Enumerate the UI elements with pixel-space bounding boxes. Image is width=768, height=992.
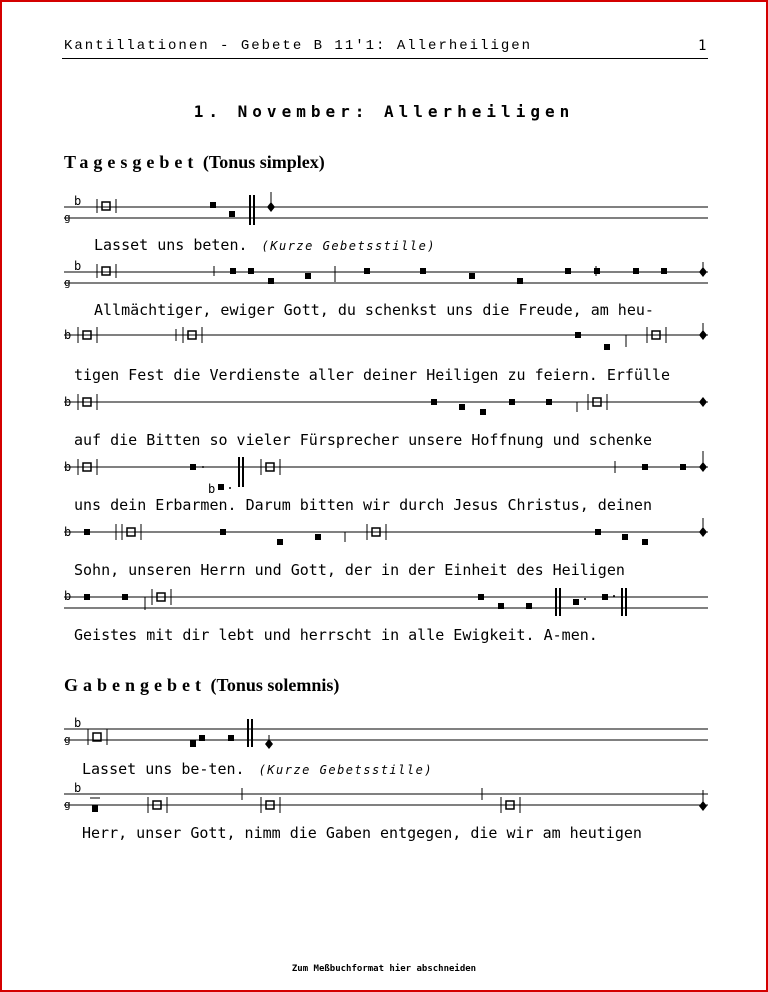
staff-t3 — [2, 317, 768, 357]
section-heading-tagesgebet — [64, 152, 325, 173]
flat-sign: b — [64, 395, 72, 409]
flat-sign: b — [74, 781, 82, 795]
section-heading-gabengebet — [64, 675, 339, 696]
section-heading-label: Tagesgebet — [64, 152, 199, 172]
staff-t5 — [2, 447, 768, 497]
lyric-line: Allmächtiger, ewiger Gott, du schenkst uns die Freude, am heu- — [94, 301, 654, 319]
lyric-line: uns dein Erbarmen. Darum bitten wir durch Jesus Christus, deinen — [74, 496, 652, 514]
staff-g2 — [2, 780, 768, 820]
lyric-line: Herr, unser Gott, nimm die Gaben entgegen, die wir am heutigen — [82, 824, 642, 842]
header-rule — [62, 58, 708, 59]
flat-sign: b — [64, 589, 72, 603]
lyric-text: Lasset uns beten. — [94, 236, 248, 254]
flat-sign: b — [64, 525, 72, 539]
staff-g1 — [2, 715, 768, 760]
lyric-line: tigen Fest die Verdienste aller deiner Heiligen zu feiern. Erfülle — [74, 366, 671, 384]
staff-t4 — [2, 382, 768, 422]
page-title: 1. November: Allerheiligen — [193, 102, 575, 121]
staff-t7 — [2, 580, 768, 620]
running-header: Kantillationen - Gebete B 11'1: Allerheiligen — [64, 38, 533, 54]
flat-sign: b — [74, 194, 82, 208]
flat-sign: b — [64, 460, 72, 474]
section-heading-mode: (Tonus simplex) — [202, 152, 325, 172]
clef-g: g — [64, 733, 71, 746]
clef-g: g — [64, 211, 71, 224]
flat-sign: b — [64, 328, 72, 342]
lyric-line — [82, 760, 433, 778]
lyric-line: auf die Bitten so vieler Fürsprecher unsere Hoffnung und schenke — [74, 431, 652, 449]
lyric-line: Sohn, unseren Herrn und Gott, der in der Einheit des Heiligen — [74, 561, 625, 579]
clef-g: g — [64, 276, 71, 289]
staff-t2 — [2, 252, 768, 292]
flat-sign: b — [74, 259, 82, 273]
page-number: 1 — [698, 38, 707, 54]
rubric-note: (Kurze Gebetsstille) — [258, 763, 434, 777]
lyric-line: Geistes mit dir lebt und herrscht in alle Ewigkeit. A-men. — [74, 626, 598, 644]
staff-t6 — [2, 512, 768, 552]
staff-t1 — [2, 187, 768, 227]
section-heading-mode: (Tonus solemnis) — [210, 675, 340, 695]
rubric-note: (Kurze Gebetsstille) — [261, 239, 437, 253]
lyric-text: Lasset uns be-ten. — [82, 760, 245, 778]
flat-sign: b — [74, 716, 82, 730]
section-heading-label: Gabengebet — [64, 675, 206, 695]
flat-sign: b — [208, 482, 216, 496]
cut-line-note: Zum Meßbuchformat hier abschneiden — [291, 964, 477, 974]
clef-g: g — [64, 798, 71, 811]
